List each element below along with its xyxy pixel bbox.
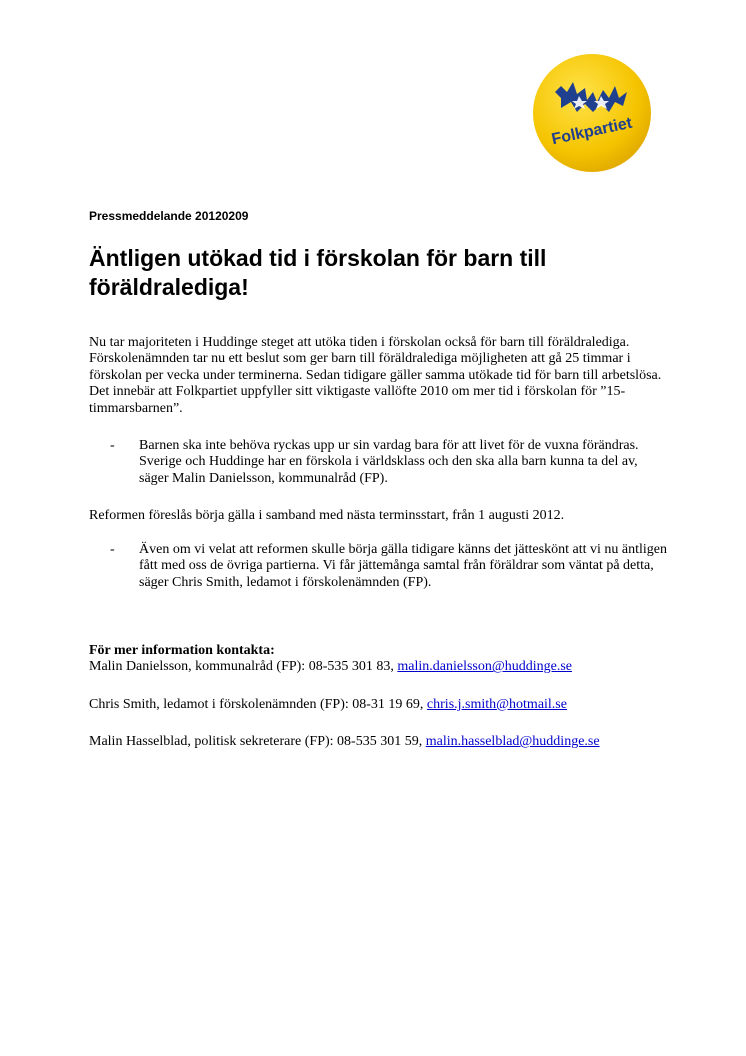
contact-details: Malin Hasselblad, politisk sekreterare (FP): 08-535 301 59,: [89, 734, 426, 750]
contact-chris-smith: [89, 697, 709, 713]
email-link-malin-danielsson[interactable]: malin.danielsson@huddinge.se: [397, 659, 573, 675]
contact-malin-danielsson: [89, 659, 709, 675]
headline: Äntligen utökad tid i förskolan för barn till föräldralediga!: [89, 245, 547, 300]
quote-dash: -: [110, 438, 115, 453]
quote-text: Barnen ska inte behöva ryckas upp ur sin vardag bara för att livet för de vuxna förändras. Sverige och Huddinge har en förskola i världsklass och den ska alla barn kunna ta del av, säger Malin Danielsson, kommunalråd (FP).: [139, 438, 639, 486]
contact-details: Malin Danielsson, kommunalråd (FP): 08-535 301 83,: [89, 659, 398, 675]
logo-text: Folkpartiet: [550, 114, 634, 149]
press-release-label: Pressmeddelande 20120209: [89, 209, 249, 223]
folkpartiet-logo: [531, 52, 653, 174]
contact-section: [89, 643, 709, 751]
intro-paragraph: Nu tar majoriteten i Huddinge steget att utöka tiden i förskolan också för barn till föräldralediga. Förskolenämnden tar nu ett beslut som ger barn till föräldralediga möjligheten att gå 25 timmar i förskolan per vecka under terminerna. Sedan tidigare gäller samma utökade tid för barn till arbetslösa. Det innebär att Folkpartiet uppfyller sitt viktigaste vallöfte 2010 om mer tid i förskolan för ”15-timmarsbarnen”.: [89, 335, 662, 416]
email-link-malin-hasselblad[interactable]: malin.hasselblad@huddinge.se: [425, 734, 600, 750]
email-link-chris-smith[interactable]: chris.j.smith@hotmail.se: [426, 696, 567, 712]
quote-chris: [110, 542, 670, 591]
quote-text: Även om vi velat att reformen skulle börja gälla tidigare känns det jätteskönt att vi nu äntligen fått med oss de övriga partierna. Vi får jättemånga samtal från föräldrar som väntat på detta, säger Chris Smith, ledamot i förskolenämnden (FP).: [139, 542, 667, 590]
contact-details: Chris Smith, ledamot i förskolenämnden (FP): 08-31 19 69,: [89, 696, 427, 712]
quote-malin: [110, 438, 670, 487]
reform-paragraph: Reformen föreslås börja gälla i samband med nästa terminsstart, från 1 augusti 2012.: [89, 508, 565, 523]
contact-malin-hasselblad: [89, 734, 709, 750]
contact-heading: För mer information kontakta:: [89, 643, 275, 658]
quote-dash: -: [110, 542, 115, 557]
